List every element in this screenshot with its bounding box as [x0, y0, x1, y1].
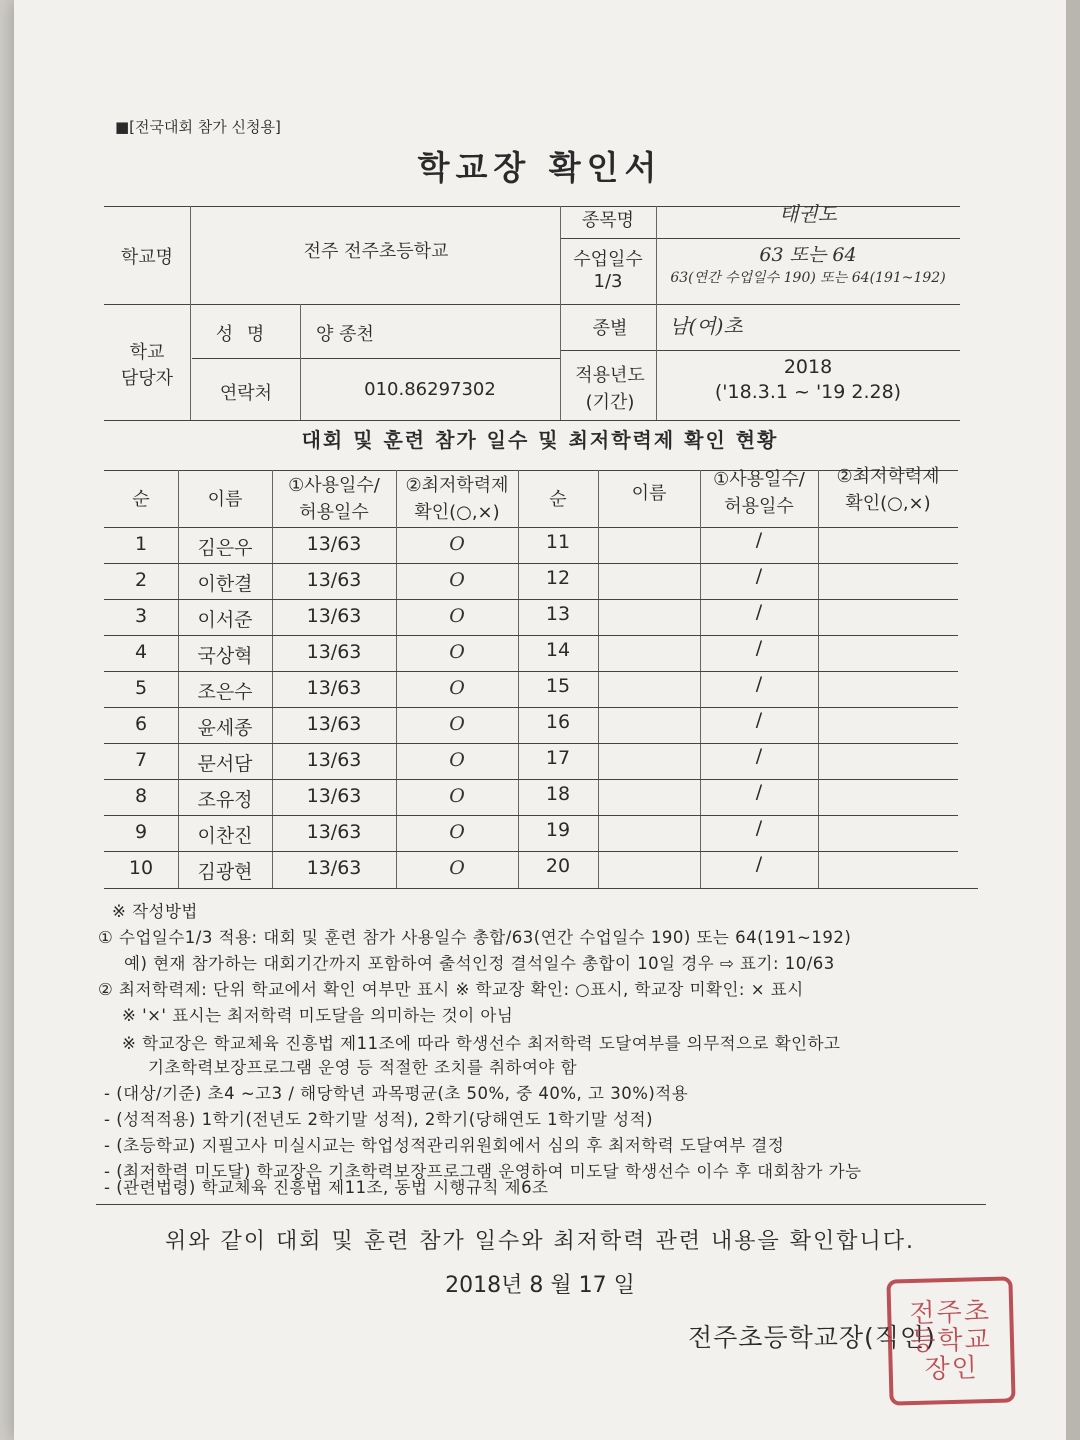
student-name: 조유정: [197, 789, 253, 811]
used-days: 13/63: [306, 713, 362, 735]
row-number: 16: [545, 711, 571, 733]
row-number: 10: [128, 857, 154, 879]
row-number: 15: [545, 675, 571, 697]
header-check-right-2: 확인(○,×): [845, 493, 931, 514]
header-days-left-2: 허용일수: [299, 502, 369, 523]
header-name-left: 이름: [207, 489, 243, 510]
min-achievement-check: O: [449, 857, 465, 879]
used-days: 13/63: [306, 749, 362, 771]
used-days-empty: /: [755, 709, 763, 731]
student-name: 문서담: [197, 753, 253, 775]
min-achievement-check: O: [449, 641, 465, 663]
row-divider: [104, 635, 958, 636]
used-days-empty: /: [755, 529, 763, 551]
row-number: 20: [545, 855, 571, 877]
min-achievement-check: O: [449, 785, 465, 807]
school-name-label: 학교명: [120, 247, 174, 268]
manager-name-value: 양 종천: [316, 324, 374, 345]
used-days: 13/63: [306, 785, 362, 807]
document-title: 학교장 확인서: [417, 148, 663, 187]
used-days-empty: /: [755, 565, 763, 587]
student-name: 국상혁: [197, 645, 253, 667]
used-days: 13/63: [306, 641, 362, 663]
row-number: 18: [545, 783, 571, 805]
note-item: 기초학력보장프로그램 운영 등 적절한 조치를 취하여야 함: [148, 1058, 578, 1077]
row-divider: [104, 671, 958, 672]
used-days: 13/63: [306, 857, 362, 879]
min-achievement-check: O: [449, 677, 465, 699]
header-no-right: 순: [549, 489, 567, 510]
official-seal-stamp: 전주초등학교장인: [886, 1276, 1015, 1405]
row-number: 14: [545, 639, 571, 661]
principal-signature-line: 전주초등학교장(직인): [688, 1323, 936, 1352]
days-value-line1: 63 또는 64: [759, 244, 857, 266]
min-achievement-check: O: [449, 749, 465, 771]
row-divider: [104, 743, 958, 744]
gender-value: 남(여)초: [669, 314, 743, 338]
manager-label-line2: 담당자: [120, 368, 174, 389]
row-number: 8: [134, 785, 148, 807]
row-number: 5: [134, 677, 148, 699]
days-value-line2: 63(연간 수업일수 190) 또는 64(191~192): [670, 270, 946, 286]
row-divider: [104, 851, 958, 852]
event-label: 종목명: [581, 210, 635, 231]
student-name: 이서준: [197, 609, 253, 631]
min-achievement-check: O: [449, 821, 465, 843]
header-days-right-2: 허용일수: [724, 496, 794, 517]
header-days-left-1: ①사용일수/: [288, 475, 380, 496]
school-name-value: 전주 전주초등학교: [303, 241, 449, 262]
note-item: - (성적적용) 1학기(전년도 2학기말 성적), 2학기(당해연도 1학기말 성적): [104, 1110, 654, 1129]
row-number: 3: [134, 605, 148, 627]
used-days: 13/63: [306, 821, 362, 843]
row-number: 2: [134, 569, 148, 591]
note-item: - (대상/기준) 초4 ~고3 / 해당학년 과목평균(초 50%, 중 40%, 고 30%)적용: [104, 1084, 689, 1103]
row-divider: [104, 815, 958, 816]
row-divider: [104, 599, 958, 600]
row-number: 6: [134, 713, 148, 735]
note-item: - (관련법령) 학교체육 진흥법 제11조, 동법 시행규칙 제6조: [104, 1178, 549, 1197]
days-label-line1: 수업일수: [573, 249, 643, 270]
student-name: 이한결: [197, 573, 253, 595]
contact-value: 010.86297302: [364, 379, 496, 400]
row-divider: [104, 563, 958, 564]
gender-label: 종별: [592, 318, 628, 339]
student-name: 김광현: [197, 861, 253, 883]
row-divider: [104, 779, 958, 780]
header-check-right-1: ②최저학력제: [836, 466, 940, 487]
min-achievement-check: O: [449, 533, 465, 555]
min-achievement-check: O: [449, 569, 465, 591]
form-type-tag: ■[전국대회 참가 신청용]: [115, 118, 281, 136]
row-number: 1: [134, 533, 148, 555]
used-days-empty: /: [755, 601, 763, 623]
header-days-right-1: ①사용일수/: [713, 469, 805, 490]
row-number: 17: [545, 747, 571, 769]
notes-heading: ※ 작성방법: [112, 902, 198, 921]
name-label: 성 명: [215, 324, 269, 345]
used-days-empty: /: [755, 637, 763, 659]
row-number: 4: [134, 641, 148, 663]
year-value-line1: 2018: [783, 356, 833, 378]
note-item: ② 최저학력제: 단위 학교에서 확인 여부만 표시 ※ 학교장 확인: ○표시, 학교장 미확인: × 표시: [98, 980, 804, 999]
used-days: 13/63: [306, 605, 362, 627]
note-item: 예) 현재 참가하는 대회기간까지 포함하여 출석인정 결석일수 총합이 10일 경우 ⇨ 표기: 10/63: [124, 954, 835, 973]
row-number: 19: [545, 819, 571, 841]
used-days-empty: /: [755, 817, 763, 839]
row-number: 7: [134, 749, 148, 771]
used-days-empty: /: [755, 853, 763, 875]
note-item: - (초등학교) 지필고사 미실시교는 학업성적관리위원회에서 심의 후 최저학력 도달여부 결정: [104, 1136, 785, 1155]
student-name: 조은수: [197, 681, 253, 703]
used-days: 13/63: [306, 569, 362, 591]
used-days-empty: /: [755, 781, 763, 803]
row-number: 13: [545, 603, 571, 625]
header-check-left-2: 확인(○,×): [414, 502, 500, 523]
student-name: 이찬진: [197, 825, 253, 847]
header-no-left: 순: [132, 489, 150, 510]
used-days-empty: /: [755, 673, 763, 695]
year-value-line2: ('18.3.1 ~ '19 2.28): [714, 381, 902, 403]
used-days-empty: /: [755, 745, 763, 767]
issue-date: 2018년 8 월 17 일: [445, 1273, 635, 1298]
note-item: ① 수업일수1/3 적용: 대회 및 훈련 참가 사용일수 총합/63(연간 수업일수 190) 또는 64(191~192): [98, 928, 852, 947]
confirmation-statement: 위와 같이 대회 및 훈련 참가 일수와 최저학력 관련 내용을 확인합니다.: [165, 1229, 915, 1254]
student-name: 윤세종: [197, 717, 253, 739]
days-label-line2: 1/3: [593, 271, 623, 292]
used-days: 13/63: [306, 677, 362, 699]
header-name-right: 이름: [631, 483, 667, 504]
year-label-line1: 적용년도: [575, 365, 645, 386]
note-item: - (최저학력 미도달) 학교장은 기초학력보장프로그램 운영하여 미도달 학생선수 이수 후 대회참가 가능: [104, 1162, 862, 1181]
row-number: 11: [545, 531, 571, 553]
min-achievement-check: O: [449, 713, 465, 735]
row-number: 12: [545, 567, 571, 589]
event-value: 태권도: [779, 202, 837, 226]
row-divider: [104, 707, 958, 708]
used-days: 13/63: [306, 533, 362, 555]
student-name: 김은우: [197, 537, 253, 559]
contact-label: 연락처: [219, 383, 273, 404]
min-achievement-check: O: [449, 605, 465, 627]
row-number: 9: [134, 821, 148, 843]
status-table-title: 대회 및 훈련 참가 일수 및 최저학력제 확인 현황: [301, 428, 779, 452]
header-check-left-1: ②최저학력제: [405, 475, 509, 496]
manager-label-line1: 학교: [129, 342, 165, 363]
year-label-line2: (기간): [585, 392, 635, 413]
note-item: ※ 학교장은 학교체육 진흥법 제11조에 따라 학생선수 최저학력 도달여부를 의무적으로 확인하고: [122, 1034, 841, 1053]
note-item: ※ '×' 표시는 최저학력 미도달을 의미하는 것이 아님: [122, 1006, 514, 1025]
